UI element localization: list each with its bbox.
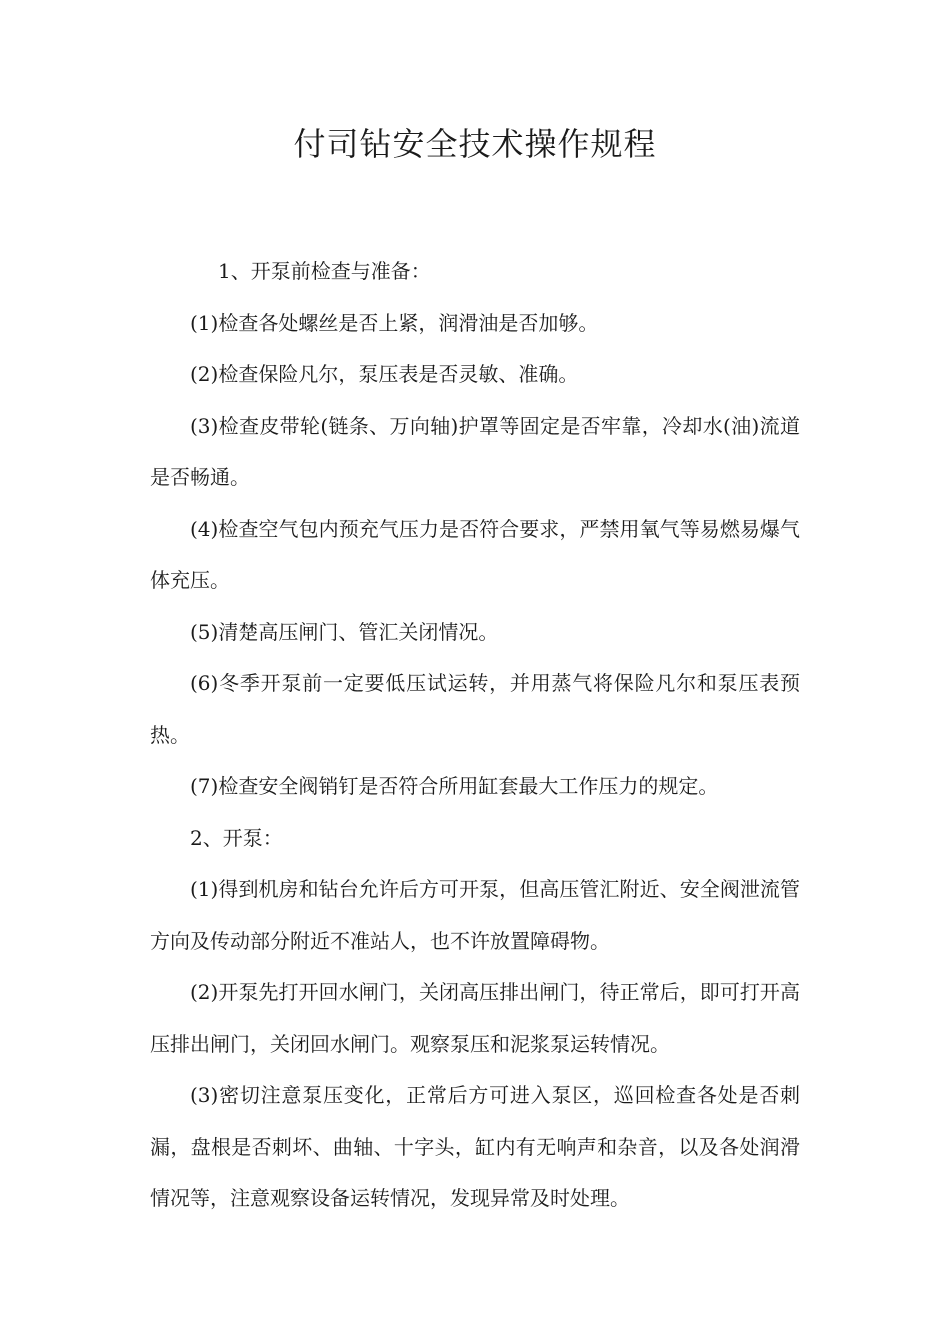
document-title: 付司钻安全技术操作规程 [293,125,657,163]
paragraph: (5)清楚高压闸门、管汇关闭情况。 [190,619,499,644]
section-heading-1: 1、开泵前检查与准备： [218,259,431,283]
paragraph: (2)检查保险凡尔，泵压表是否灵敏、准确。 [190,362,579,386]
paragraph: (1)得到机房和钻台允许后方可开泵，但高压管汇附近、安全阀泄流管方向及传动部分附近不准站人，也不许放置障碍物。 [150,877,800,953]
paragraph: (7)检查安全阀销钉是否符合所用缸套最大工作压力的规定。 [190,774,719,798]
paragraph: (4)检查空气包内预充气压力是否符合要求，严禁用氧气等易燃易爆气体充压。 [150,516,800,592]
document-body [150,246,800,1225]
paragraph: (2)开泵先打开回水闸门，关闭高压排出闸门，待正常后，即可打开高压排出闸门，关闭回水闸门。观察泵压和泥浆泵运转情况。 [150,980,800,1056]
section-heading-2: 2、开泵： [190,825,283,850]
paragraph: (3)密切注意泵压变化，正常后方可进入泵区，巡回检查各处是否刺漏，盘根是否刺坏、曲轴、十字头，缸内有无响声和杂音，以及各处润滑情况等，注意观察设备运转情况，发现异常及时处理。 [150,1083,800,1210]
paragraph: (1)检查各处螺丝是否上紧，润滑油是否加够。 [190,310,599,335]
paragraph: (3)检查皮带轮(链条、万向轴)护罩等固定是否牢靠，冷却水(油)流道是否畅通。 [150,413,800,489]
paragraph: (6)冬季开泵前一定要低压试运转，并用蒸气将保险凡尔和泵压表预热。 [150,671,800,747]
